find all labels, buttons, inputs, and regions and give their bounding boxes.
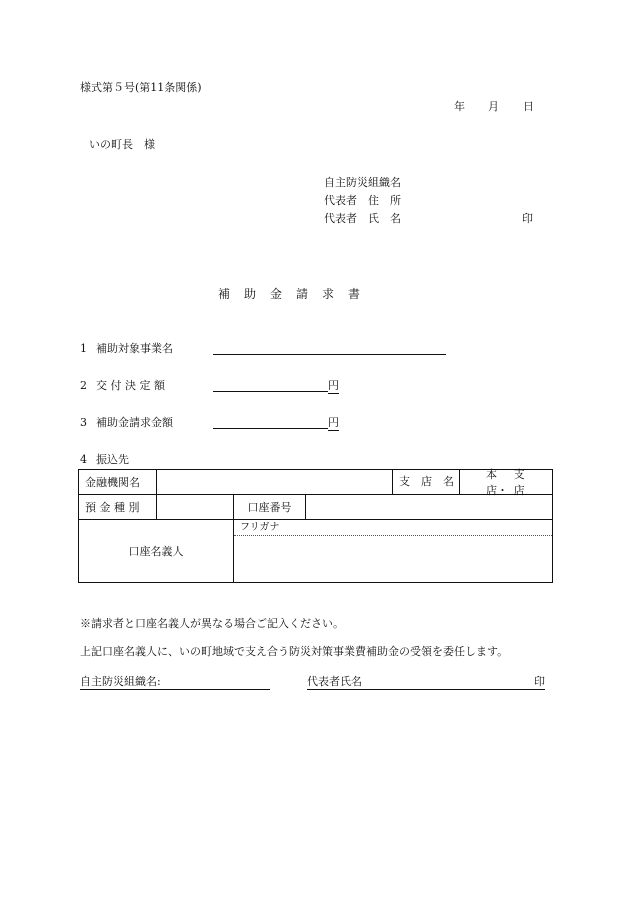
applicant-org-label: 自主防災組織名 (324, 176, 401, 189)
item-4-number: 4 (80, 453, 87, 466)
footer-rep-field[interactable] (307, 675, 545, 690)
decision-amount-field[interactable] (213, 379, 328, 392)
item-4-label: 振込先 (96, 453, 129, 466)
applicant-name-label: 代表者 氏 名 (324, 212, 401, 225)
account-holder-label: 口座名義人 (79, 520, 234, 583)
item-2-unit: 円 (328, 379, 339, 392)
bank-name-field[interactable] (157, 470, 393, 495)
item-3-label: 補助金請求金額 (96, 416, 173, 429)
delegation-statement: 上記口座名義人に、いの町地域で支え合う防災対策事業費補助金の受領を委任します。 (80, 645, 509, 658)
branch-option: 支店 (513, 468, 525, 497)
transfer-table (78, 469, 553, 583)
deposit-type-label: 預 金 種 別 (79, 495, 157, 520)
date-month-label: 月 (488, 100, 499, 113)
applicant-seal: 印 (522, 212, 533, 225)
project-name-field[interactable] (213, 342, 446, 355)
furigana-label: フリガナ (234, 520, 552, 536)
request-amount-field[interactable] (213, 416, 328, 429)
head-office-option: 本店・ (486, 468, 508, 497)
footer-rep-label: 代表者氏名 (307, 675, 362, 688)
account-holder-field[interactable] (234, 536, 552, 582)
document-title: 補 助 金 請 求 書 (218, 287, 362, 301)
bank-name-label: 金融機関名 (79, 470, 157, 495)
account-number-field[interactable] (306, 495, 553, 520)
form-number: 様式第５号(第11条関係) (80, 81, 202, 94)
item-3-unit: 円 (328, 416, 339, 429)
date-year-label: 年 (454, 100, 465, 113)
footer-seal: 印 (534, 675, 545, 688)
item-2-label: 交 付 決 定 額 (96, 379, 165, 392)
deposit-type-field[interactable] (157, 495, 234, 520)
addressee: いの町長 様 (89, 138, 155, 151)
note: ※請求者と口座名義人が異なる場合ご記入ください。 (80, 617, 344, 630)
item-1-label: 補助対象事業名 (96, 342, 173, 355)
item-2-number: 2 (80, 379, 87, 392)
branch-name-label: 支 店 名 (393, 470, 460, 494)
footer-org-field[interactable] (80, 675, 270, 690)
item-1-number: 1 (80, 342, 87, 355)
applicant-address-label: 代表者 住 所 (324, 194, 401, 207)
footer-org-label: 自主防災組織名: (80, 675, 161, 688)
item-3-number: 3 (80, 416, 87, 429)
account-number-label: 口座番号 (234, 495, 306, 520)
branch-name-field[interactable] (460, 466, 552, 498)
date-day-label: 日 (523, 100, 534, 113)
